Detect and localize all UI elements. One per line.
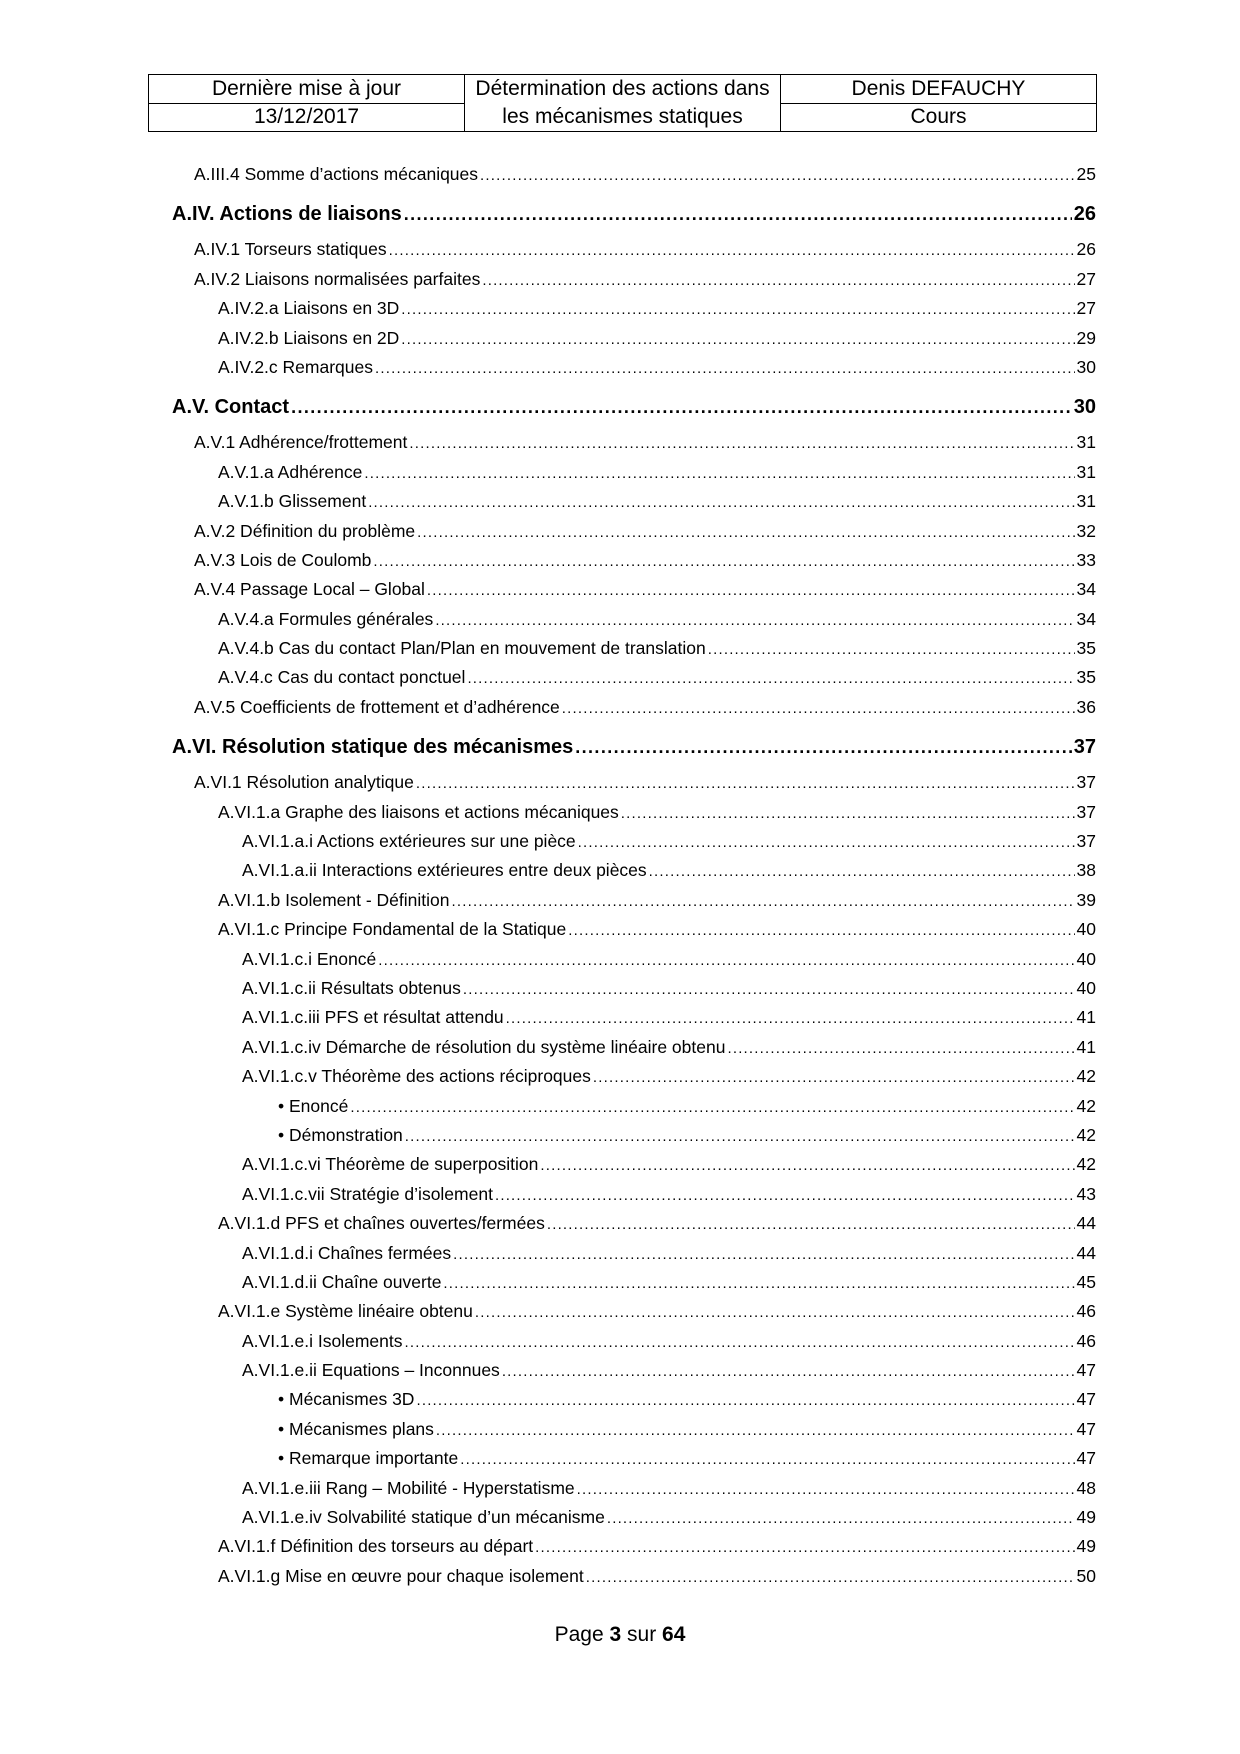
toc-leader-dots xyxy=(378,946,1074,975)
toc-entry-title: A.VI.1.e.i Isolements xyxy=(242,1330,403,1351)
toc-entry[interactable] xyxy=(0,1297,1240,1326)
toc-entry-page: 47 xyxy=(1076,1448,1096,1469)
toc-leader-dots xyxy=(405,1122,1075,1151)
toc-leader-dots xyxy=(540,1151,1074,1180)
toc-leader-dots xyxy=(443,1269,1074,1298)
current-page: 3 xyxy=(609,1623,622,1646)
toc-entry[interactable] xyxy=(0,1503,1240,1532)
toc-entry-page: 37 xyxy=(1076,831,1096,852)
toc-leader-dots xyxy=(401,295,1074,324)
toc-entry-page: 26 xyxy=(1076,239,1096,260)
toc-entry-page: 26 xyxy=(1073,203,1096,226)
updated-label: Dernière mise à jour xyxy=(149,75,465,104)
toc-entry-page: 42 xyxy=(1076,1124,1096,1145)
toc-entry[interactable] xyxy=(0,1003,1240,1032)
toc-entry-page: 27 xyxy=(1076,268,1096,289)
toc-entry[interactable] xyxy=(0,856,1240,885)
toc-entry-title: A.VI.1.c.iv Démarche de résolution du système linéaire obtenu xyxy=(242,1036,726,1057)
document-type: Cours xyxy=(781,103,1097,132)
toc-entry-page: 32 xyxy=(1076,520,1096,541)
toc-entry-title: A.VI.1.e.iv Solvabilité statique d’un mécanisme xyxy=(242,1507,605,1528)
toc-entry[interactable] xyxy=(0,1150,1240,1179)
toc-entry-page: 27 xyxy=(1076,298,1096,319)
toc-entry-title: • Remarque importante xyxy=(278,1448,459,1469)
toc-entry[interactable] xyxy=(0,1033,1240,1062)
toc-entry[interactable] xyxy=(0,1092,1240,1121)
toc-entry-title: A.V.1.a Adhérence xyxy=(218,461,363,482)
toc-entry-page: 31 xyxy=(1076,432,1096,453)
toc-entry[interactable] xyxy=(0,1474,1240,1503)
toc-leader-dots xyxy=(482,266,1074,295)
toc-entry[interactable] xyxy=(0,1209,1240,1238)
update-date: 13/12/2017 xyxy=(149,103,465,132)
toc-entry-page: 29 xyxy=(1076,327,1096,348)
toc-entry-title: A.VI. Résolution statique des mécanismes xyxy=(172,736,574,759)
toc-leader-dots xyxy=(467,664,1074,693)
toc-entry-title: A.VI.1.c.ii Résultats obtenus xyxy=(242,977,461,998)
toc-leader-dots xyxy=(586,1563,1075,1592)
toc-entry-title: A.III.4 Somme d’actions mécaniques xyxy=(194,164,479,184)
toc-entry-page: 31 xyxy=(1076,461,1096,482)
toc-leader-dots xyxy=(547,1210,1075,1239)
toc-entry-title: A.VI.1.e.ii Equations – Inconnues xyxy=(242,1360,500,1381)
toc-entry[interactable] xyxy=(0,886,1240,915)
toc-leader-dots xyxy=(373,547,1074,576)
toc-entry-page: 47 xyxy=(1076,1418,1096,1439)
toc-entry-page: 37 xyxy=(1076,772,1096,793)
toc-entry[interactable] xyxy=(0,386,1240,428)
toc-entry-title: A.VI.1.c.i Enoncé xyxy=(242,948,377,969)
toc-leader-dots xyxy=(416,1386,1074,1415)
toc-entry-title: A.V.4 Passage Local – Global xyxy=(194,579,425,600)
toc-entry-title: A.IV.2 Liaisons normalisées parfaites xyxy=(194,268,481,289)
toc-entry[interactable] xyxy=(0,353,1240,382)
toc-leader-dots xyxy=(649,857,1075,886)
toc-entry-page: 39 xyxy=(1076,889,1096,910)
toc-entry-page: 35 xyxy=(1076,638,1096,659)
toc-entry[interactable] xyxy=(0,726,1240,768)
toc-entry[interactable] xyxy=(0,663,1240,692)
toc-entry[interactable] xyxy=(0,265,1240,294)
toc-entry[interactable] xyxy=(0,945,1240,974)
toc-entry-page: 40 xyxy=(1076,919,1096,940)
page-separator: sur xyxy=(627,1623,657,1646)
toc-entry[interactable] xyxy=(0,915,1240,944)
toc-leader-dots xyxy=(416,769,1075,798)
toc-entry-page: 37 xyxy=(1073,736,1096,759)
toc-leader-dots xyxy=(405,1328,1075,1357)
toc-entry[interactable] xyxy=(0,1327,1240,1356)
toc-entry-title: A.V.5 Coefficients de frottement et d’adhérence xyxy=(194,696,560,717)
toc-entry-page: 33 xyxy=(1076,549,1096,570)
toc-leader-dots xyxy=(375,354,1075,383)
toc-entry-title: A.VI.1 Résolution analytique xyxy=(194,772,414,793)
toc-entry[interactable] xyxy=(0,487,1240,516)
toc-leader-dots xyxy=(621,799,1075,828)
toc-entry[interactable] xyxy=(0,1532,1240,1561)
toc-leader-dots xyxy=(453,1240,1074,1269)
toc-entry-page: 35 xyxy=(1076,667,1096,688)
toc-entry-page: 41 xyxy=(1076,1007,1096,1028)
toc-entry-page: 37 xyxy=(1076,801,1096,822)
toc-entry-page: 42 xyxy=(1076,1095,1096,1116)
toc-entry-title: A.VI.1.e Système linéaire obtenu xyxy=(218,1301,473,1322)
toc-entry-page: 42 xyxy=(1076,1066,1096,1087)
page-prefix: Page xyxy=(554,1623,604,1646)
toc-entry[interactable] xyxy=(0,974,1240,1003)
toc-entry[interactable] xyxy=(0,160,1240,189)
toc-entry-page: 34 xyxy=(1076,579,1096,600)
toc-leader-dots xyxy=(427,576,1075,605)
toc-leader-dots xyxy=(435,606,1074,635)
toc-entry[interactable] xyxy=(0,546,1240,575)
toc-entry-page: 47 xyxy=(1076,1360,1096,1381)
toc-leader-dots xyxy=(578,828,1075,857)
toc-entry-page: 38 xyxy=(1076,860,1096,881)
toc-entry[interactable] xyxy=(0,768,1240,797)
toc-entry[interactable] xyxy=(0,458,1240,487)
page-footer xyxy=(0,1623,1240,1647)
toc-entry-title: A.VI.1.c.vii Stratégie d’isolement xyxy=(242,1183,493,1204)
toc-entry[interactable] xyxy=(0,428,1240,457)
toc-entry-title: A.IV.2.b Liaisons en 2D xyxy=(218,327,400,348)
toc-entry[interactable] xyxy=(0,634,1240,663)
toc-leader-dots xyxy=(727,1034,1074,1063)
toc-leader-dots xyxy=(350,1093,1074,1122)
toc-entry-page: 30 xyxy=(1073,396,1096,419)
toc-entry-page: 44 xyxy=(1076,1213,1096,1234)
toc-entry-title: A.VI.1.c.vi Théorème de superposition xyxy=(242,1154,539,1175)
toc-entry-page: 30 xyxy=(1076,356,1096,377)
toc-entry[interactable] xyxy=(0,1062,1240,1091)
toc-entry-title: A.VI.1.e.iii Rang – Mobilité - Hyperstatisme xyxy=(242,1477,575,1498)
toc-entry-title: A.V. Contact xyxy=(172,396,290,419)
toc-entry-page: 44 xyxy=(1076,1242,1096,1263)
toc-entry-title: A.VI.1.a.ii Interactions extérieures entre deux pièces xyxy=(242,860,647,881)
toc-leader-dots xyxy=(401,325,1074,354)
toc-entry-page: 45 xyxy=(1076,1271,1096,1292)
toc-entry[interactable] xyxy=(0,827,1240,856)
toc-entry-page: 42 xyxy=(1076,1154,1096,1175)
toc-entry-title: A.V.1.b Glissement xyxy=(218,491,367,512)
toc-entry-page: 31 xyxy=(1076,491,1096,512)
toc-entry-title: A.VI.1.c Principe Fondamental de la Statique xyxy=(218,919,567,940)
toc-entry-page: 47 xyxy=(1076,1389,1096,1410)
toc-entry-title: A.VI.1.g Mise en œuvre pour chaque isolement xyxy=(218,1565,584,1586)
toc-entry-title: A.IV.1 Torseurs statiques xyxy=(194,239,387,260)
toc-entry-page: 46 xyxy=(1076,1330,1096,1351)
toc-leader-dots xyxy=(364,459,1074,488)
toc-entry[interactable] xyxy=(0,1268,1240,1297)
toc-entry-title: • Mécanismes 3D xyxy=(278,1389,415,1410)
toc-leader-dots xyxy=(495,1181,1075,1210)
toc-entry-title: A.V.4.b Cas du contact Plan/Plan en mouvement de translation xyxy=(218,638,706,659)
toc-entry-title: A.IV.2.a Liaisons en 3D xyxy=(218,298,400,319)
toc-entry-title: • Enoncé xyxy=(278,1095,349,1116)
toc-entry-page: 49 xyxy=(1076,1507,1096,1528)
toc-entry-page: 48 xyxy=(1076,1477,1096,1498)
toc-entry[interactable] xyxy=(0,517,1240,546)
toc-leader-dots xyxy=(568,916,1074,945)
toc-entry[interactable] xyxy=(0,1385,1240,1414)
toc-entry[interactable] xyxy=(0,1356,1240,1385)
toc-entry-title: A.V.2 Définition du problème xyxy=(194,520,416,541)
toc-leader-dots xyxy=(502,1357,1075,1386)
toc-entry-page: 25 xyxy=(1076,164,1096,184)
toc-entry-page: 49 xyxy=(1076,1536,1096,1557)
toc-entry[interactable] xyxy=(0,294,1240,323)
toc-entry-page: 36 xyxy=(1076,696,1096,717)
toc-leader-dots xyxy=(708,635,1075,664)
document-title: Détermination des actions dans les mécanismes statiques xyxy=(465,75,781,132)
toc-leader-dots xyxy=(475,1298,1075,1327)
toc-leader-dots xyxy=(452,887,1075,916)
toc-entry[interactable] xyxy=(0,1562,1240,1591)
toc-entry-page: 34 xyxy=(1076,608,1096,629)
toc-entry[interactable] xyxy=(0,1180,1240,1209)
total-pages: 64 xyxy=(662,1623,686,1646)
toc-leader-dots xyxy=(577,1475,1075,1504)
toc-entry[interactable] xyxy=(0,605,1240,634)
toc-entry-page: 40 xyxy=(1076,948,1096,969)
toc-leader-dots xyxy=(607,1504,1075,1533)
toc-entry[interactable] xyxy=(0,324,1240,353)
toc-entry[interactable] xyxy=(0,1239,1240,1268)
toc-leader-dots xyxy=(463,975,1075,1004)
toc-leader-dots xyxy=(535,1533,1074,1562)
toc-leader-dots xyxy=(404,193,1072,235)
table-of-contents xyxy=(0,160,1240,1591)
toc-entry[interactable] xyxy=(0,1415,1240,1444)
toc-entry[interactable] xyxy=(0,693,1240,722)
toc-entry-title: A.V.3 Lois de Coulomb xyxy=(194,549,372,570)
toc-leader-dots xyxy=(368,488,1074,517)
toc-entry[interactable] xyxy=(0,235,1240,264)
toc-entry-title: A.VI.1.c.iii PFS et résultat attendu xyxy=(242,1007,504,1028)
toc-leader-dots xyxy=(575,726,1072,768)
toc-leader-dots xyxy=(593,1063,1075,1092)
toc-leader-dots xyxy=(389,236,1075,265)
toc-entry-title: • Démonstration xyxy=(278,1124,403,1145)
toc-entry-page: 40 xyxy=(1076,977,1096,998)
toc-entry-title: A.IV. Actions de liaisons xyxy=(172,203,402,226)
toc-entry-title: A.VI.1.b Isolement - Définition xyxy=(218,889,450,910)
toc-entry-title: A.VI.1.d.ii Chaîne ouverte xyxy=(242,1271,442,1292)
toc-leader-dots xyxy=(409,429,1074,458)
toc-leader-dots xyxy=(291,386,1072,428)
toc-entry-page: 41 xyxy=(1076,1036,1096,1057)
toc-entry-title: A.VI.1.d.i Chaînes fermées xyxy=(242,1242,452,1263)
toc-entry-page: 46 xyxy=(1076,1301,1096,1322)
author: Denis DEFAUCHY xyxy=(781,75,1097,104)
toc-entry-title: A.VI.1.a.i Actions extérieures sur une pièce xyxy=(242,831,576,852)
toc-entry[interactable] xyxy=(0,798,1240,827)
toc-leader-dots xyxy=(436,1416,1075,1445)
toc-leader-dots xyxy=(460,1445,1074,1474)
toc-entry-title: A.VI.1.d PFS et chaînes ouvertes/fermées xyxy=(218,1213,545,1234)
toc-entry[interactable] xyxy=(0,1444,1240,1473)
toc-entry-title: A.V.4.c Cas du contact ponctuel xyxy=(218,667,466,688)
toc-entry-title: A.VI.1.a Graphe des liaisons et actions mécaniques xyxy=(218,801,619,822)
toc-entry-title: • Mécanismes plans xyxy=(278,1418,434,1439)
toc-entry-title: A.IV.2.c Remarques xyxy=(218,356,373,377)
toc-entry-page: 43 xyxy=(1076,1183,1096,1204)
toc-leader-dots xyxy=(506,1004,1075,1033)
toc-entry[interactable] xyxy=(0,575,1240,604)
toc-leader-dots xyxy=(562,694,1075,723)
document-header xyxy=(148,74,1097,132)
toc-entry-title: A.V.1 Adhérence/frottement xyxy=(194,432,408,453)
toc-entry-title: A.VI.1.f Définition des torseurs au départ xyxy=(218,1536,534,1557)
toc-entry-title: A.VI.1.c.v Théorème des actions réciproques xyxy=(242,1066,591,1087)
toc-entry[interactable] xyxy=(0,1121,1240,1150)
toc-leader-dots xyxy=(417,518,1074,547)
toc-entry[interactable] xyxy=(0,193,1240,235)
toc-entry-page: 50 xyxy=(1076,1565,1096,1586)
toc-leader-dots xyxy=(480,161,1075,190)
toc-entry-title: A.V.4.a Formules générales xyxy=(218,608,434,629)
